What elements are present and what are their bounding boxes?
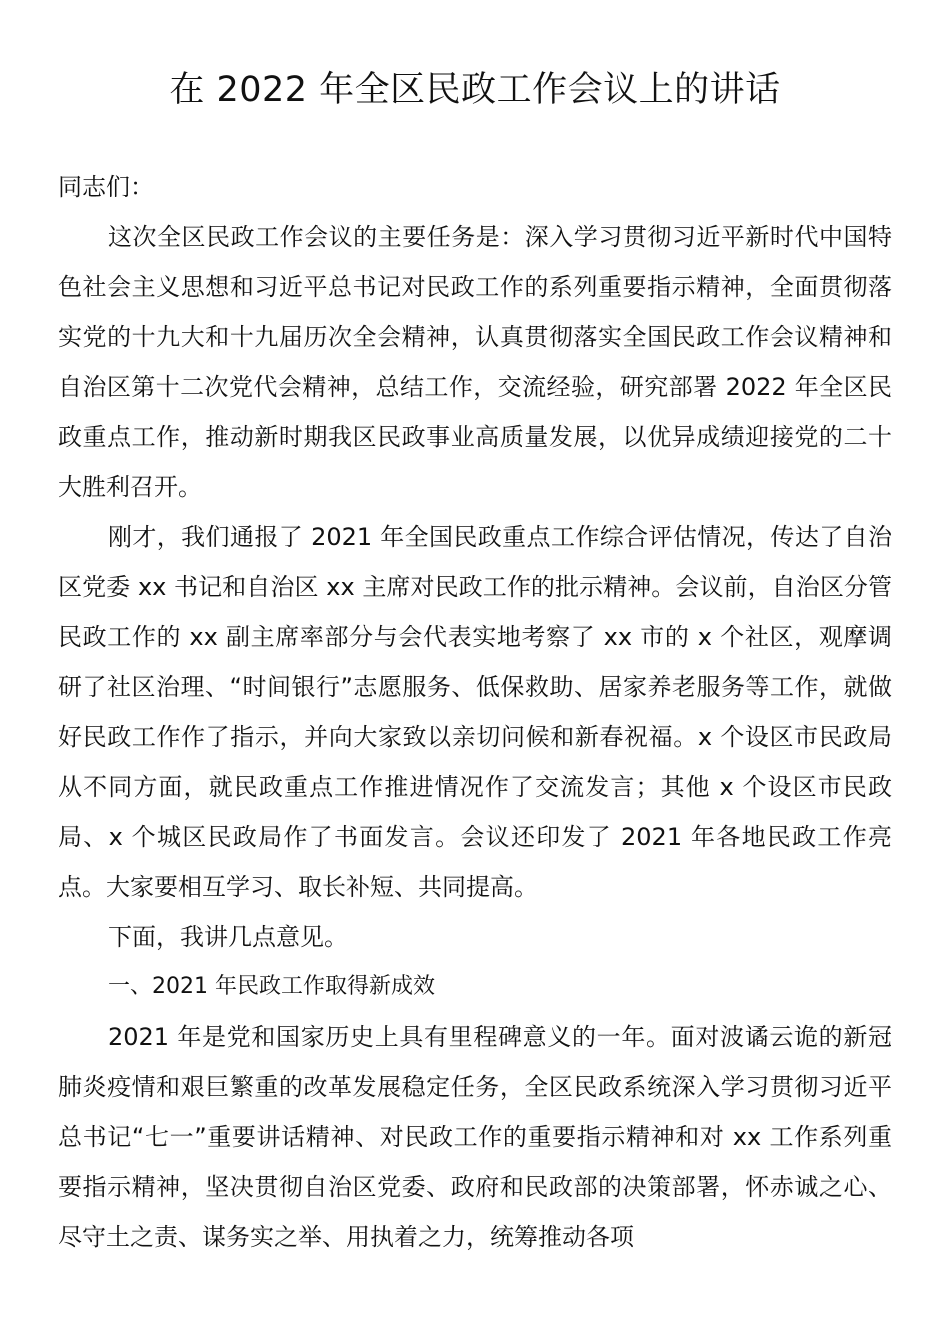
section-heading-1: 一、2021 年民政工作取得新成效 bbox=[108, 974, 435, 999]
salutation: 同志们： bbox=[58, 173, 154, 201]
document-title: 在 2022 年全区民政工作会议上的讲话 bbox=[169, 70, 781, 110]
document-body bbox=[58, 162, 892, 1262]
paragraph-achievements: 2021 年是党和国家历史上具有里程碑意义的一年。面对波谲云诡的新冠肺炎疫情和艰巨繁重的改革发展稳定任务，全区民政系统深入学习贯彻习近平总书记“七一”重要讲话精神、对民政工作的重要指示精神和对 xx 工作系列重要指示精神，坚决贯彻自治区党委、政府和民政部的决策部署，怀赤诚之心、尽守土之责、谋务实之举、用执着之力，统筹推动各项 bbox=[58, 1023, 892, 1251]
paragraph-transition: 下面，我讲几点意见。 bbox=[108, 923, 348, 951]
paragraph-report: 刚才，我们通报了 2021 年全国民政重点工作综合评估情况，传达了自治区党委 xx 书记和自治区 xx 主席对民政工作的批示精神。会议前，自治区分管民政工作的 xx 副主席率部分与会代表实地考察了 xx 市的 x 个社区，观摩调研了社区治理、“时间银行”志愿服务、低保救助、居家养老服务等工作，就做好民政工作作了指示，并向大家致以亲切问候和新春祝福。x 个设区市民政局从不同方面，就民政重点工作推进情况作了交流发言；其他 x 个设区市民政局、x 个城区民政局作了书面发言。会议还印发了 2021 年各地民政工作亮点。大家要相互学习、取长补短、共同提高。 bbox=[58, 523, 892, 901]
paragraph-task: 这次全区民政工作会议的主要任务是：深入学习贯彻习近平新时代中国特色社会主义思想和习近平总书记对民政工作的系列重要指示精神，全面贯彻落实党的十九大和十九届历次全会精神，认真贯彻落实全国民政工作会议精神和自治区第十二次党代会精神，总结工作，交流经验，研究部署 2022 年全区民政重点工作，推动新时期我区民政事业高质量发展，以优异成绩迎接党的二十大胜利召开。 bbox=[58, 223, 892, 501]
